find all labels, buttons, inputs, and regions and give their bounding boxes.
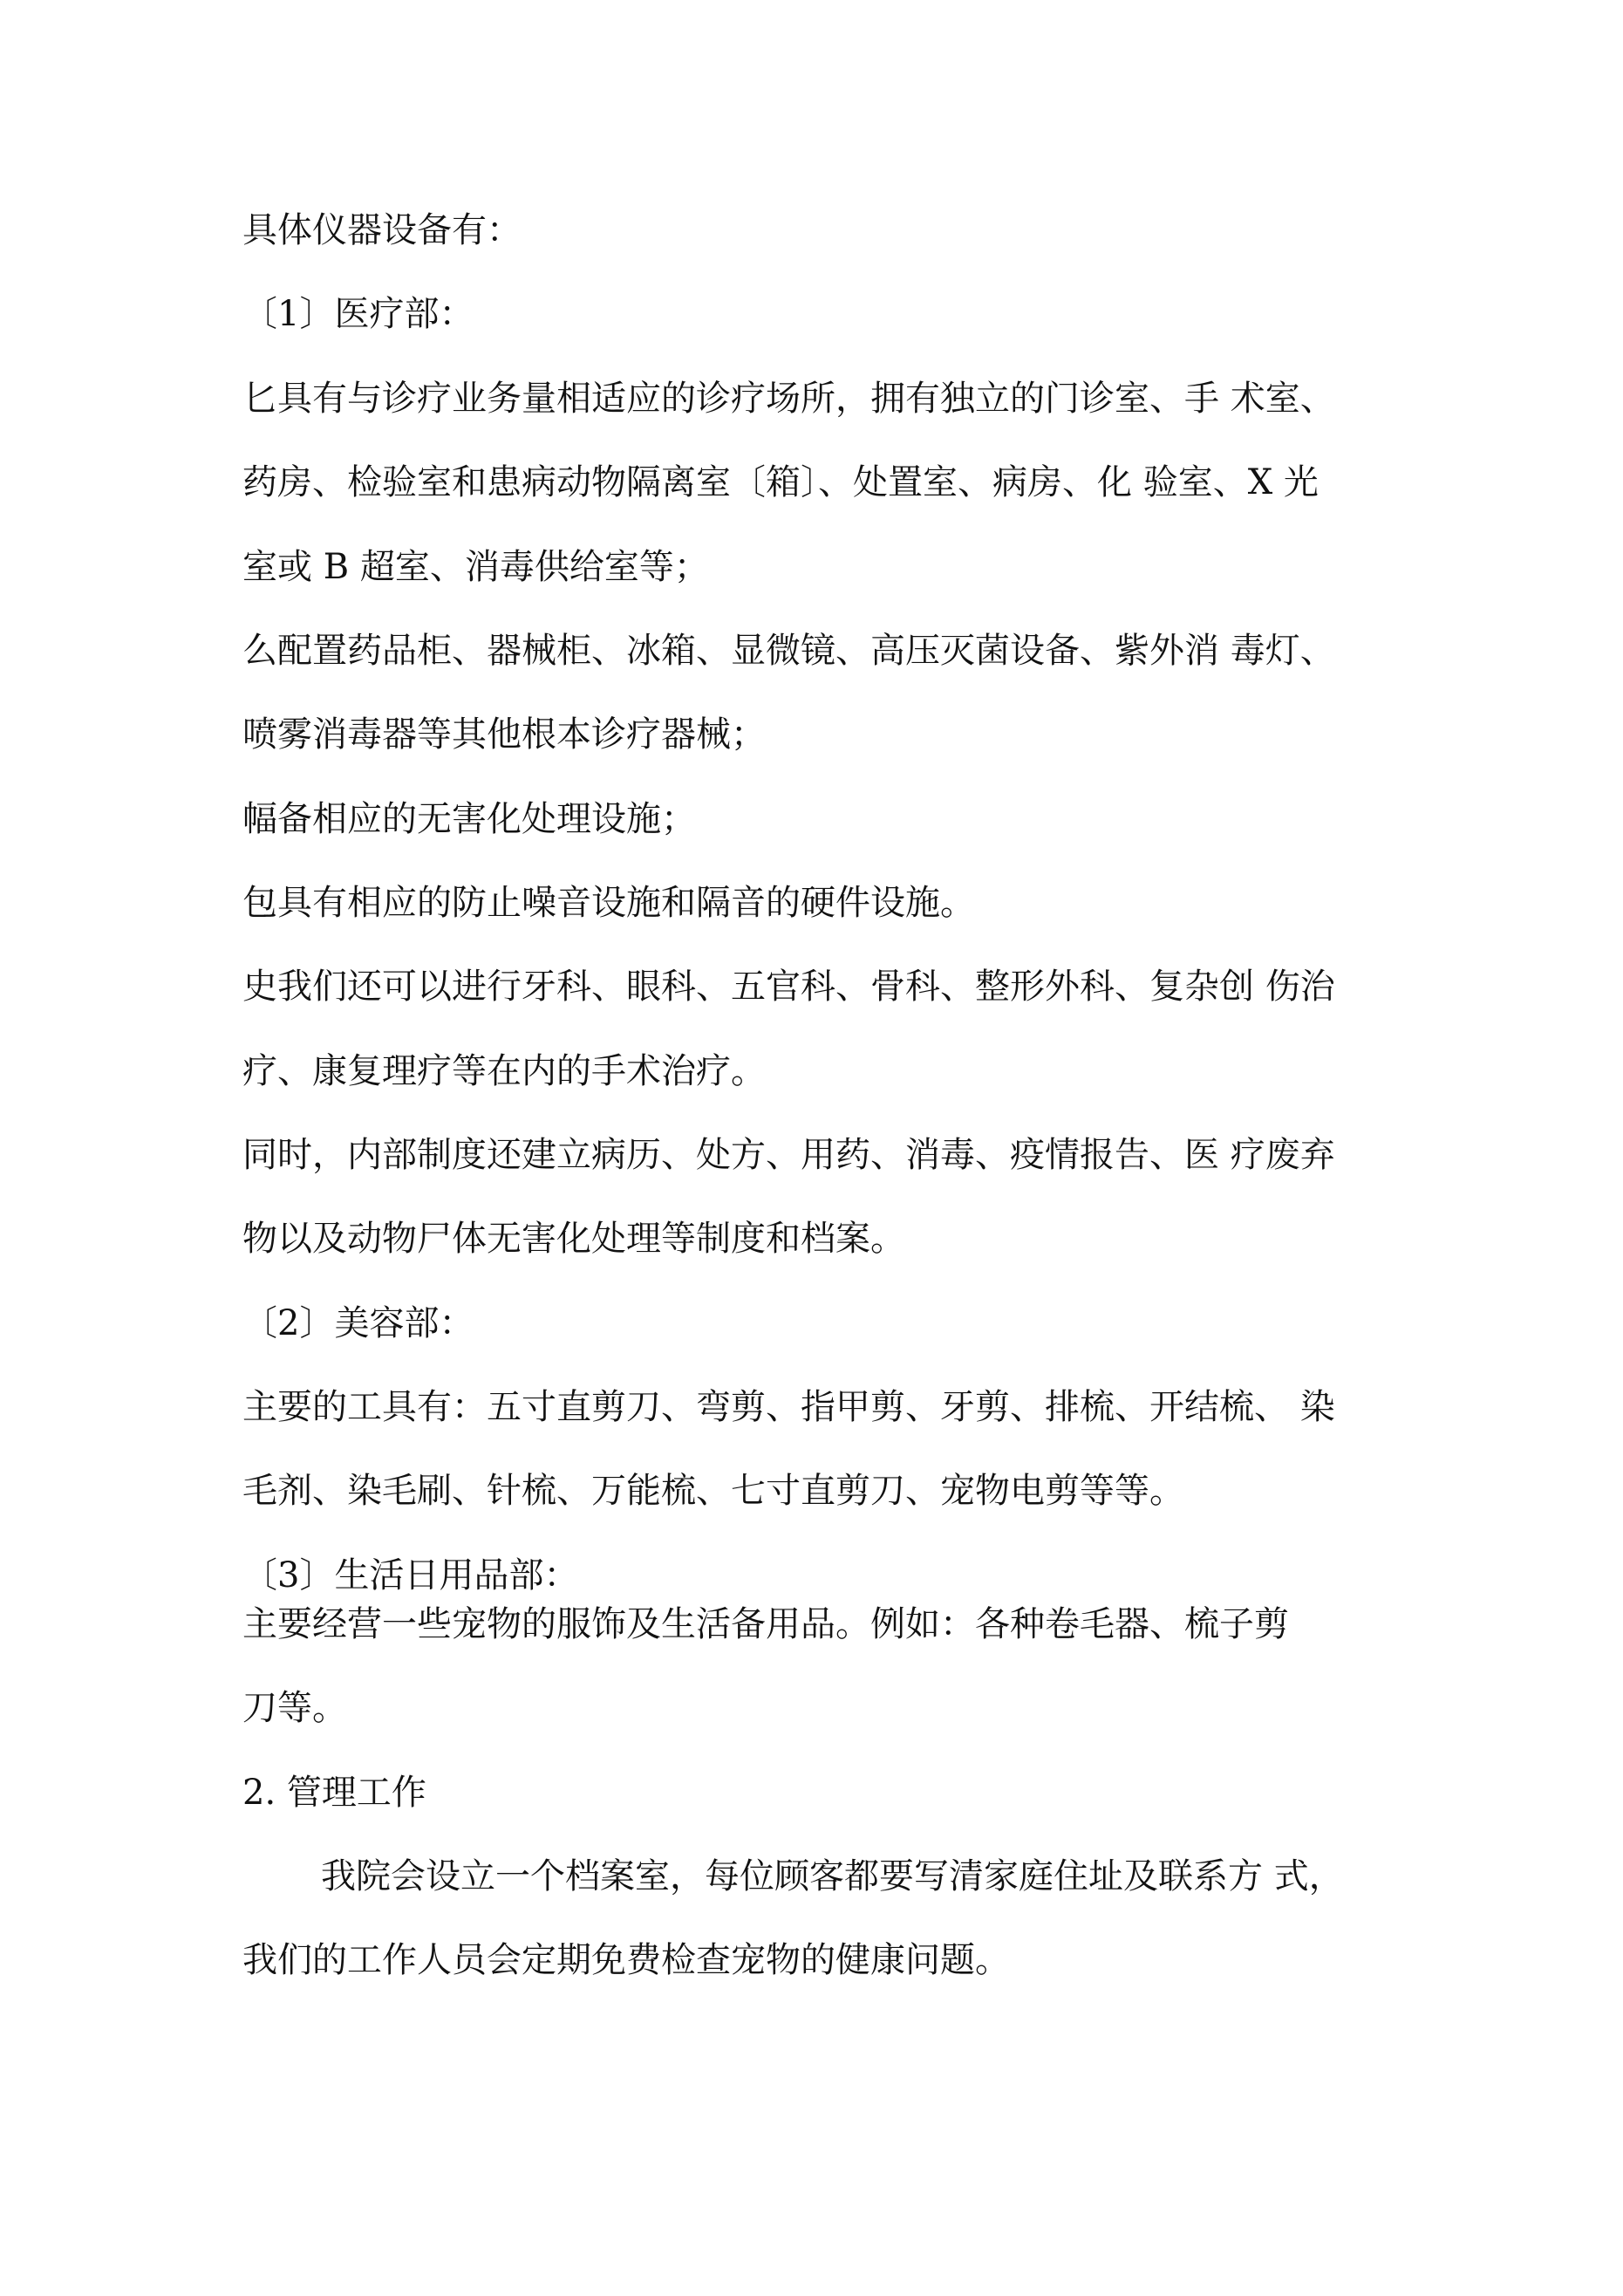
- medical-item-1-line-3: 室或 B 超室、消毒供给室等；: [242, 547, 709, 587]
- medical-system-line-1: 同时，内部制度还建立病历、处方、用药、消毒、疫情报告、医 疗废弃: [242, 1135, 1335, 1175]
- management-paragraph-line-1: 我院会设立一个档案室，每位顾客都要写清家庭住址及联系方 式，: [321, 1856, 1344, 1896]
- grooming-tools-line-1: 主要的工具有：五寸直剪刀、弯剪、指甲剪、牙剪、排梳、开结梳、 染: [242, 1387, 1335, 1427]
- daily-goods-line-1: 主要经营一些宠物的服饰及生活备用品。例如：各种卷毛器、梳子剪: [242, 1604, 1289, 1644]
- intro-heading: 具体仪器设备有：: [242, 210, 522, 250]
- grooming-tools-line-2: 毛剂、染毛刷、针梳、万能梳、七寸直剪刀、宠物电剪等等。: [242, 1471, 1184, 1511]
- management-paragraph-line-2: 我们的工作人员会定期免费检查宠物的健康问题。: [242, 1940, 1010, 1980]
- medical-item-2-line-1: 么配置药品柜、器械柜、冰箱、显微镜、高压灭菌设备、紫外消 毒灯、: [242, 631, 1335, 671]
- medical-item-3: 幅备相应的无害化处理设施；: [242, 799, 696, 839]
- medical-item-1-line-1: 匕具有与诊疗业务量相适应的诊疗场所，拥有独立的门诊室、手 术室、: [242, 379, 1335, 419]
- section-medical-heading: 〔1〕医疗部：: [242, 294, 474, 334]
- medical-item-5-line-2: 疗、康复理疗等在内的手术治疗。: [242, 1051, 766, 1091]
- medical-item-4: 包具有相应的防止噪音设施和隔音的硬件设施。: [242, 883, 975, 923]
- medical-system-line-2: 物以及动物尸体无害化处理等制度和档案。: [242, 1219, 905, 1259]
- medical-item-2-line-2: 喷雾消毒器等其他根本诊疗器械；: [242, 714, 766, 755]
- medical-item-1-line-2: 药房、检验室和患病动物隔离室〔箱〕、处置室、病房、化 验室、X 光: [242, 462, 1319, 502]
- medical-item-5-line-1: 史我们还可以进行牙科、眼科、五官科、骨科、整形外科、复杂创 伤治: [242, 967, 1335, 1007]
- section-daily-goods-heading: 〔3〕生活日用品部：: [242, 1555, 579, 1596]
- management-heading: 2. 管理工作: [242, 1773, 426, 1813]
- section-grooming-heading: 〔2〕美容部：: [242, 1303, 474, 1343]
- daily-goods-line-2: 刀等。: [242, 1688, 347, 1728]
